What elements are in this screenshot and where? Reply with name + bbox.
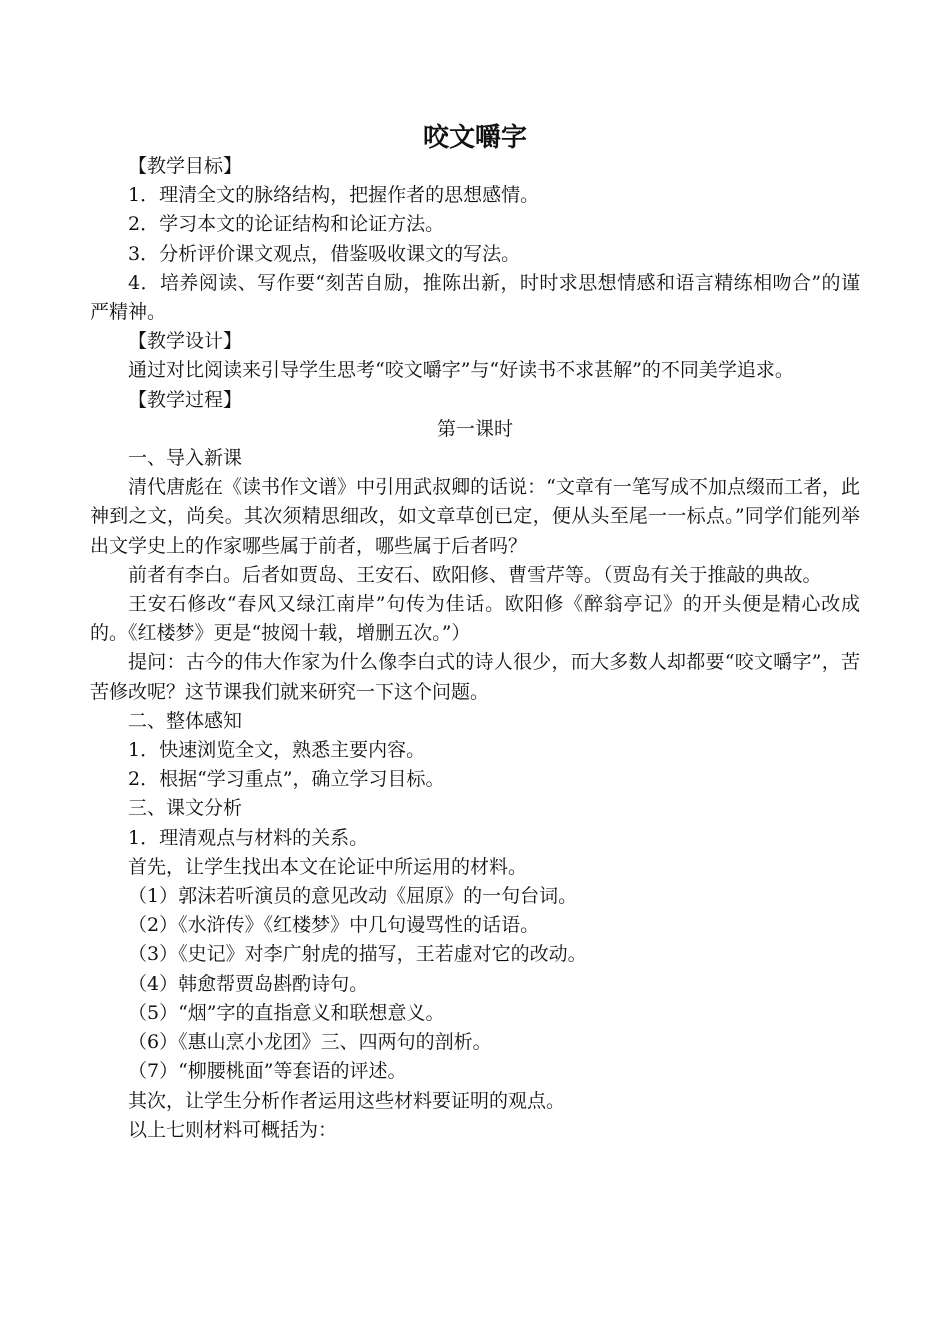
material-item-2: （2）《水浒传》《红楼梦》中几句谩骂性的话语。 bbox=[128, 914, 540, 937]
heading-teaching-design: 【教学设计】 bbox=[128, 330, 243, 353]
material-item-3: （3）《史记》对李广射虎的描写，王若虚对它的改动。 bbox=[128, 943, 587, 966]
heading-teaching-goals: 【教学目标】 bbox=[128, 155, 243, 177]
document-body bbox=[90, 152, 860, 1145]
goal-item-1: 1．理清全文的脉络结构，把握作者的思想感情。 bbox=[128, 184, 540, 207]
section-heading-introduction: 一、导入新课 bbox=[128, 447, 243, 470]
analysis-item-1: 1．理清观点与材料的关系。 bbox=[128, 826, 369, 849]
material-item-5: （5）“烟”字的直指意义和联想意义。 bbox=[128, 1001, 445, 1024]
design-paragraph: 通过对比阅读来引导学生思考“咬文嚼字”与“好读书不求甚解”的不同美学追求。 bbox=[128, 359, 794, 382]
lesson-period-heading: 第一课时 bbox=[436, 417, 513, 440]
document-title: 咬文嚼字 bbox=[422, 123, 527, 153]
material-item-7: （7）“柳腰桃面”等套语的评述。 bbox=[128, 1060, 407, 1083]
analysis-first-step: 首先，让学生找出本文在论证中所运用的材料。 bbox=[128, 855, 528, 878]
intro-question: 提问：古今的伟大作家为什么像李白式的诗人很少，而大多数人却都要“咬文嚼字”，苦苦修改呢？这节课我们就来研究一下这个问题。 bbox=[90, 651, 860, 703]
heading-teaching-process: 【教学过程】 bbox=[128, 388, 243, 411]
overview-item-2: 2．根据“学习重点”，确立学习目标。 bbox=[128, 768, 445, 791]
section-heading-overview: 二、整体感知 bbox=[128, 709, 243, 732]
intro-paragraph-1: 清代唐彪在《读书作文谱》中引用武叔卿的话说：“文章有一笔写成不加点缀而工者，此神到之文，尚矣。其次须精思细改，如文章草创已定，便从头至尾一一标点。”同学们能列举出文学史上的作家哪些属于前者，哪些属于后者吗？ bbox=[90, 476, 860, 557]
goal-item-2: 2．学习本文的论证结构和论证方法。 bbox=[128, 213, 445, 236]
summary-lead: 以上七则材料可概括为： bbox=[128, 1118, 338, 1141]
goal-item-3: 3．分析评价课文观点，借鉴吸收课文的写法。 bbox=[128, 242, 521, 265]
material-item-6: （6）《惠山烹小龙团》三、四两句的剖析。 bbox=[128, 1031, 492, 1054]
material-item-4: （4）韩愈帮贾岛斟酌诗句。 bbox=[128, 972, 369, 995]
overview-item-1: 1．快速浏览全文，熟悉主要内容。 bbox=[128, 739, 426, 762]
material-item-1: （1）郭沫若听演员的意见改动《屈原》的一句台词。 bbox=[128, 885, 578, 908]
goal-item-4: 4．培养阅读、写作要“刻苦自励，推陈出新，时时求思想情感和语言精练相吻合”的谨严精神。 bbox=[90, 271, 860, 324]
intro-paragraph-3: 王安石修改“春风又绿江南岸”句传为佳话。欧阳修《醉翁亭记》的开头便是精心改成的。《红楼梦》更是“披阅十载，增删五次。”） bbox=[90, 593, 860, 645]
section-heading-analysis: 三、课文分析 bbox=[128, 797, 243, 820]
analysis-second-step: 其次，让学生分析作者运用这些材料要证明的观点。 bbox=[128, 1089, 566, 1112]
intro-paragraph-2: 前者有李白。后者如贾岛、王安石、欧阳修、曹雪芹等。（贾岛有关于推敲的典故。 bbox=[128, 563, 822, 586]
